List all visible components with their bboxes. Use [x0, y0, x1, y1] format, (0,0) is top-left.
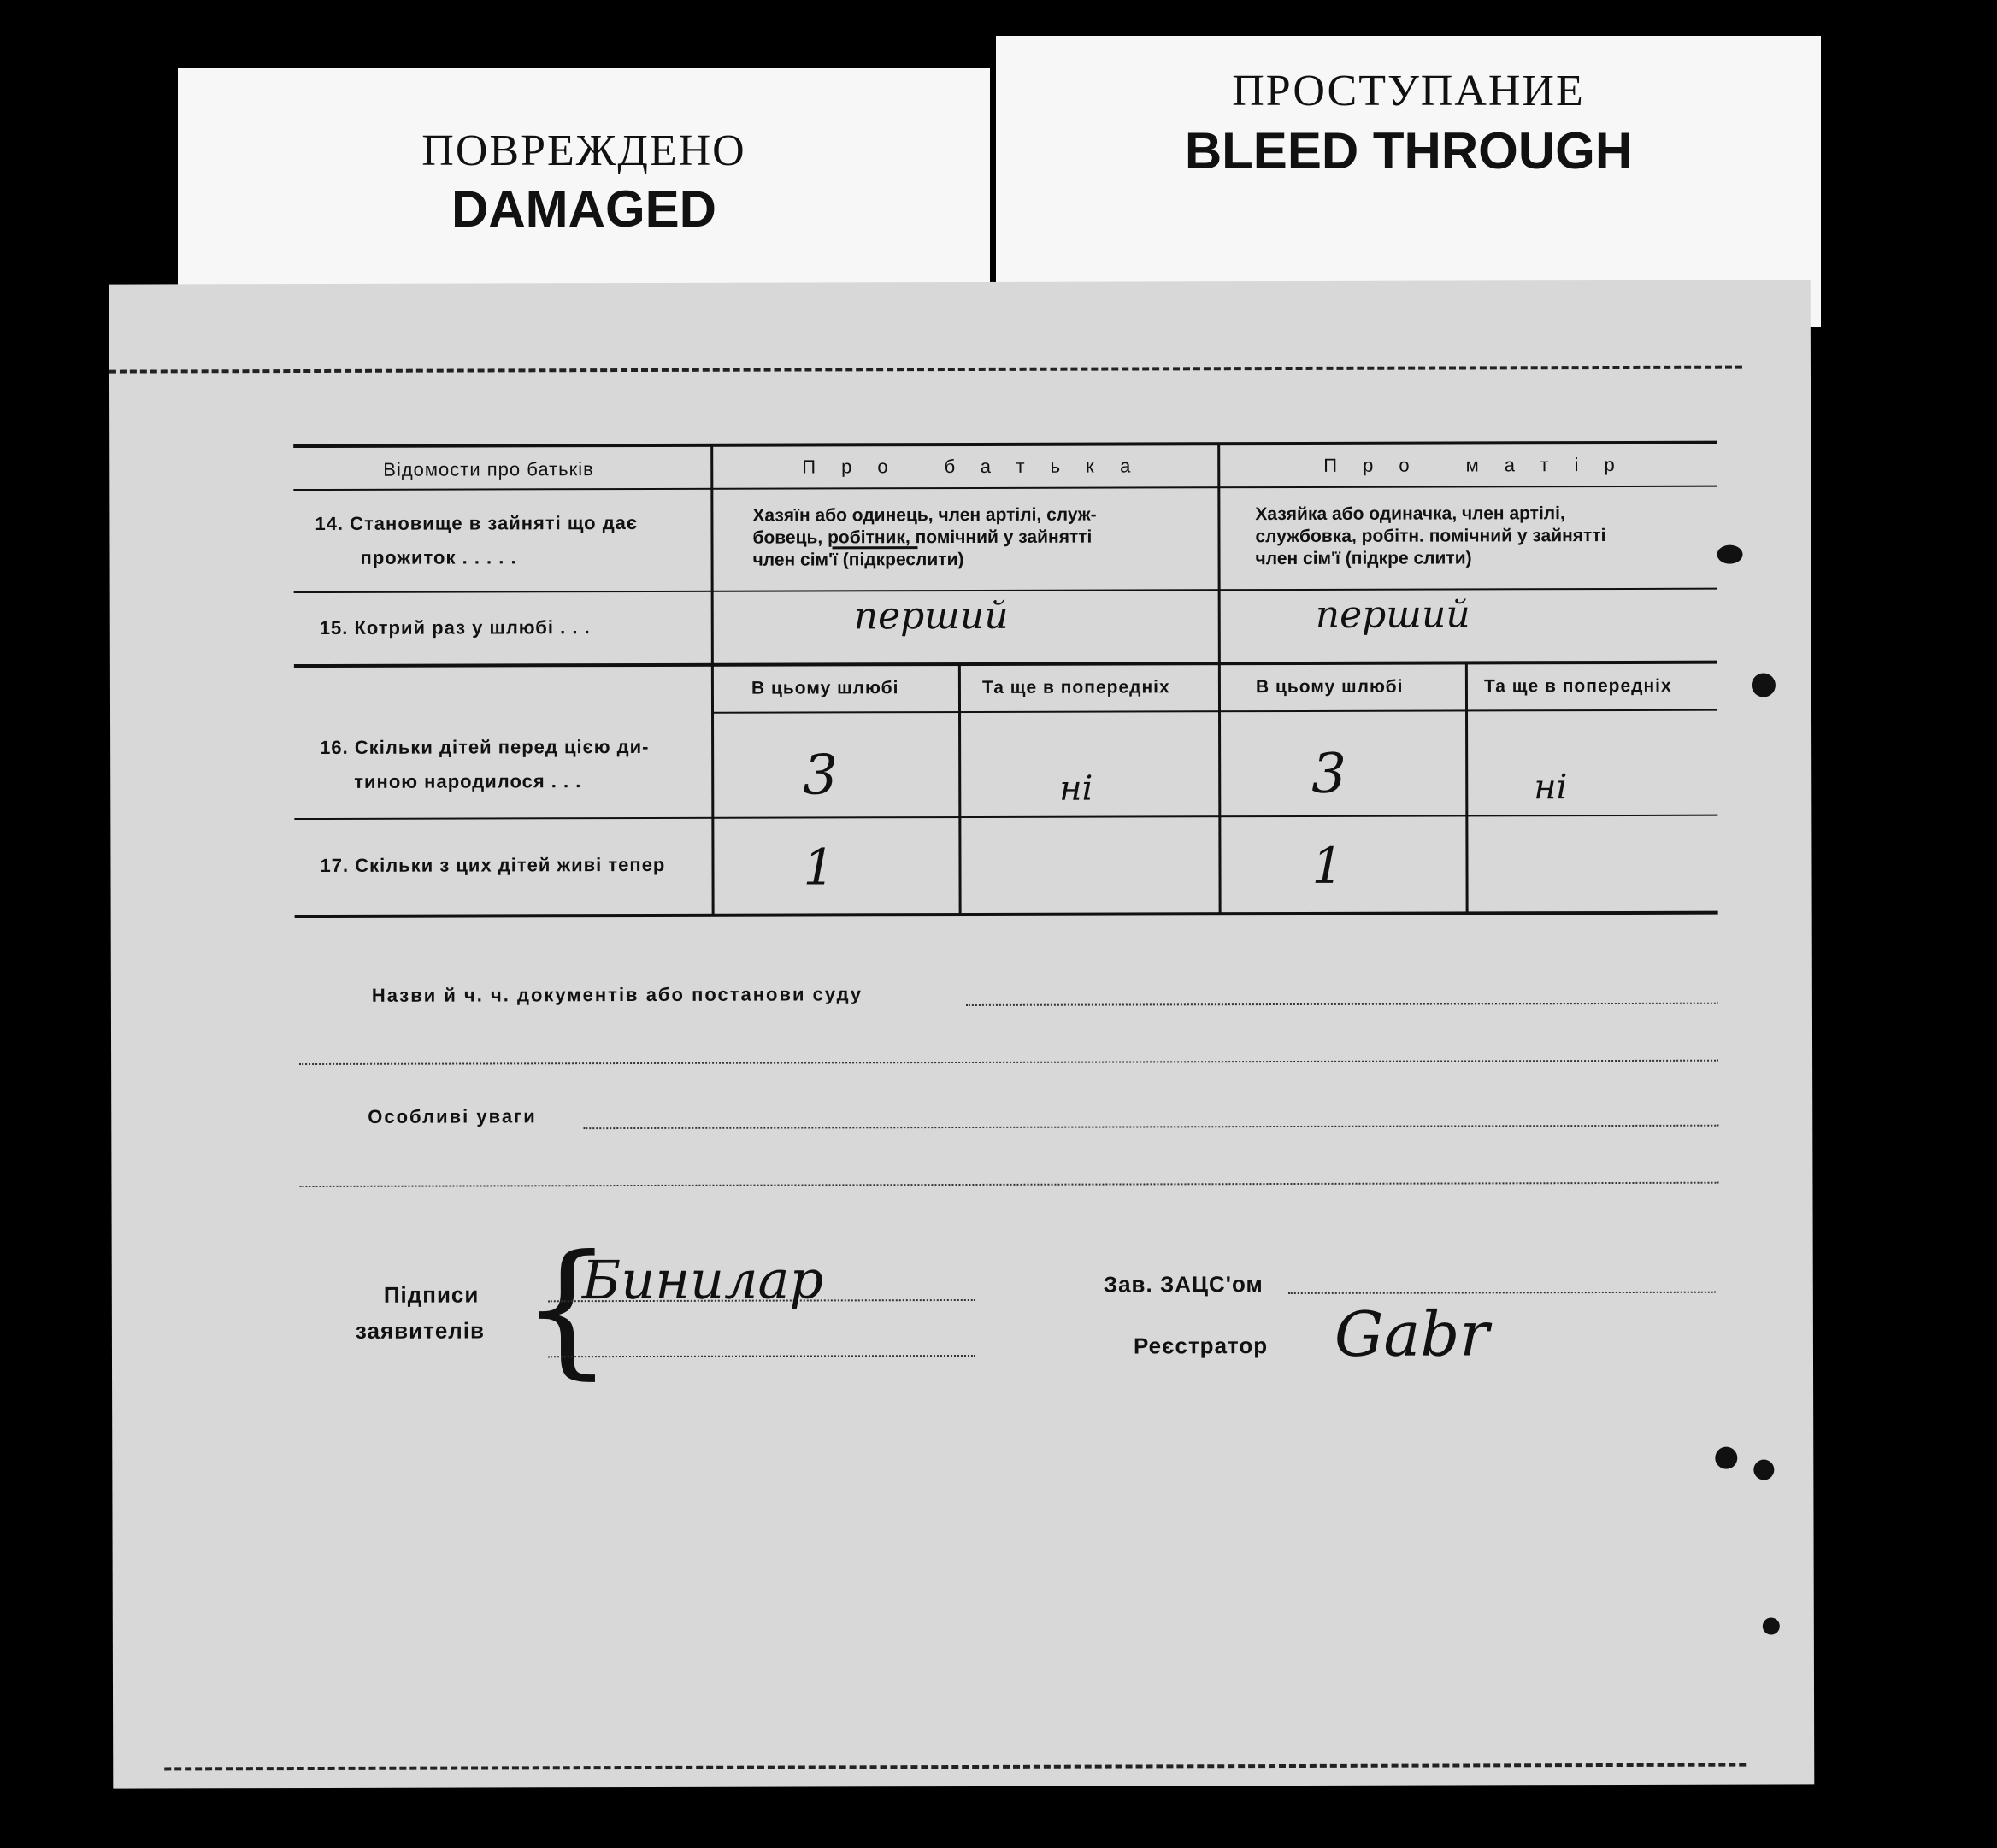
row14-father-line1: Хазяїн або одинець, член артілі, служ-: [752, 504, 1097, 526]
applicant-signature: Бинилар: [581, 1248, 824, 1312]
damage-spot: [1753, 1460, 1774, 1480]
father-this-marriage-header: В цьому шлюбі: [751, 678, 899, 698]
column-divider-mother-sub: [1465, 662, 1469, 913]
row14-father-line3: член сім'ї (підкреслити): [752, 549, 964, 570]
row15-mother-value: перший: [1315, 592, 1470, 637]
damaged-label-english: DAMAGED: [451, 180, 716, 238]
row16-label-line1: 16. Скільки дітей перед цією ди-: [320, 735, 650, 758]
header-bottom-border: [293, 486, 1717, 491]
damaged-label-russian: ПОВРЕЖДЕНО: [421, 127, 746, 175]
row16-father-this: 3: [803, 744, 839, 808]
row16-bottom-border: [294, 815, 1717, 820]
row16-father-prev: ні: [1059, 768, 1093, 809]
remarks-dotted-line-2: [299, 1182, 1718, 1187]
bleed-label-english: BLEED THROUGH: [1184, 122, 1633, 180]
row16-label-line2: тиною народилося . . .: [354, 770, 582, 792]
row14-mother-line2: службовка, робітн. помічний у зайнятті: [1255, 526, 1606, 547]
col-header-father: Про батька: [802, 455, 1157, 478]
father-previous-header: Та ще в попередніх: [981, 677, 1170, 697]
col-header-left: Відомости про батьків: [383, 458, 594, 480]
registrar-signature: Gabr: [1334, 1298, 1489, 1370]
column-divider-father-sub: [958, 664, 962, 915]
row16-mother-prev: ні: [1534, 768, 1568, 808]
row14-father-line2: бовець, робітник, помічний у зайнятті: [752, 527, 1093, 548]
signatures-label-line1: Підписи: [383, 1281, 480, 1308]
documents-dotted-line: [966, 1003, 1718, 1006]
head-signature-line: [1288, 1292, 1716, 1294]
row14-bottom-border: [294, 588, 1717, 593]
applicant-signature-line-2: [548, 1355, 975, 1357]
remarks-dotted-line: [583, 1125, 1718, 1129]
bleed-label-russian: ПРОСТУПАНИЕ: [1232, 67, 1585, 115]
underline-worker: [833, 546, 918, 549]
row16-mother-this: 3: [1311, 742, 1347, 806]
mother-this-marriage-header: В цьому шлюбі: [1255, 676, 1404, 697]
head-label: Зав. ЗАЦС'ом: [1103, 1271, 1264, 1298]
subheader-bottom-border: [713, 709, 1717, 714]
row17-mother-this: 1: [1311, 836, 1344, 895]
documents-label: Назви й ч. ч. документів або постанови суду: [371, 983, 863, 1006]
row14-label-line2: прожиток . . . . .: [360, 546, 517, 568]
top-dashed-line: [109, 366, 1742, 374]
row15-bottom-border: [294, 661, 1717, 668]
damage-spot: [1715, 1447, 1737, 1469]
signatures-label-line2: заявителів: [355, 1317, 486, 1344]
row17-father-this: 1: [803, 838, 835, 897]
damage-spot: [1763, 1617, 1780, 1634]
damage-spot: [1752, 674, 1776, 697]
form-sheet: [109, 280, 1815, 1788]
col-header-mother: Про матір: [1323, 453, 1641, 476]
damage-spot: [1717, 545, 1743, 564]
column-divider-left: [710, 445, 714, 915]
row14-mother-line1: Хазяйка або одиначка, член артілі,: [1255, 503, 1565, 525]
row17-label: 17. Скільки з цих дітей живі тепер: [320, 853, 666, 876]
column-divider-middle: [1217, 444, 1221, 914]
row14-mother-line3: член сім'ї (підкре слити): [1255, 548, 1472, 569]
row15-label: 15. Котрий раз у шлюбі . . .: [319, 616, 591, 639]
row14-label-line1: 14. Становище в зайняті що дає: [315, 511, 639, 534]
documents-dotted-line-2: [299, 1060, 1718, 1065]
bottom-dashed-line: [164, 1763, 1746, 1771]
row15-father-value: перший: [853, 593, 1009, 639]
remarks-label: Особливі уваги: [368, 1105, 537, 1127]
signatures-brace: {: [520, 1224, 614, 1394]
table-top-border: [293, 441, 1717, 448]
table-bottom-border: [295, 911, 1718, 918]
registrar-label: Реєстратор: [1133, 1333, 1269, 1359]
mother-previous-header: Та ще в попередніх: [1483, 675, 1672, 697]
